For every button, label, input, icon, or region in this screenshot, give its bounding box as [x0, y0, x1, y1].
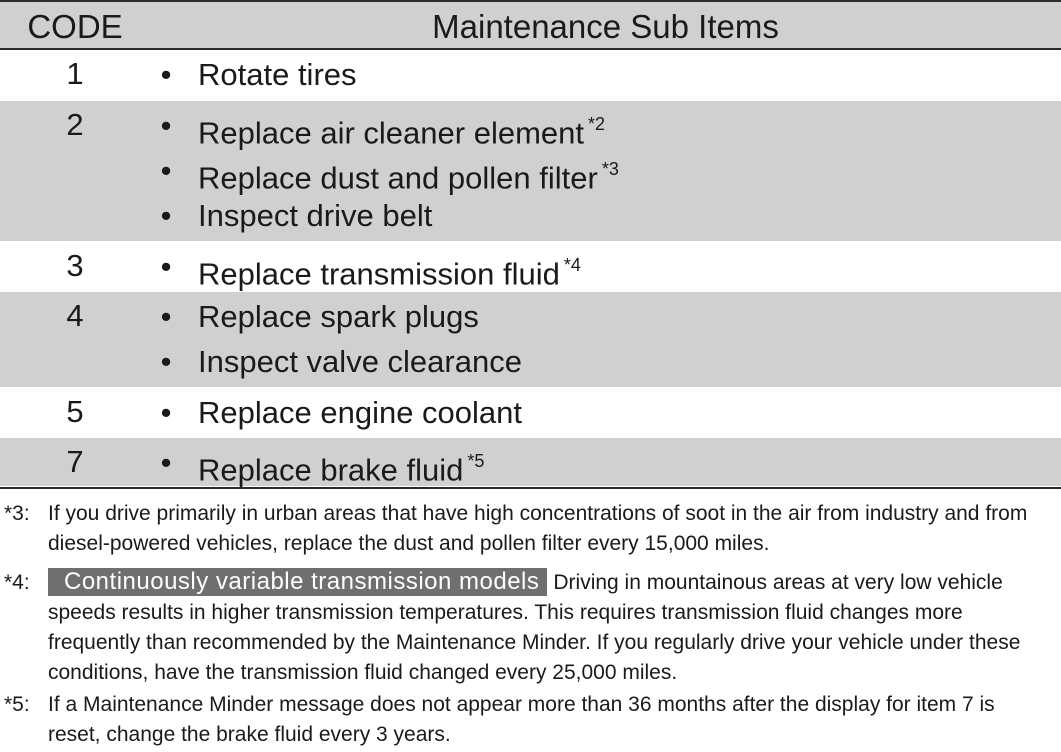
table-row: [0, 101, 1061, 242]
row-code: 7: [66, 444, 84, 479]
model-tag: Continuously variable transmission models: [48, 568, 547, 596]
list-item: [156, 444, 1061, 489]
item-text: Replace spark plugs: [198, 299, 479, 334]
bullet-icon: •: [160, 153, 172, 188]
footnote-4: [0, 568, 1061, 688]
item-text: Inspect valve clearance: [198, 344, 522, 379]
footnote-text: If you drive primarily in urban areas that have high concentrations of soot in the air from industry and from diesel-powered vehicles, replace the dust and pollen filter every 15,000 miles.: [48, 502, 1028, 555]
list-item: [156, 298, 1061, 343]
table-row: [0, 292, 1061, 388]
footnote-text: If a Maintenance Minder message does not appear more than 36 months after the display for item 7 is reset, change the brake fluid every 3 years.: [48, 693, 995, 746]
header-code: CODE: [27, 8, 123, 45]
list-item: [156, 56, 1061, 101]
bullet-icon: •: [160, 344, 172, 379]
bullet-icon: •: [160, 57, 172, 92]
footnote-ref: *4: [563, 255, 581, 275]
list-item: [156, 107, 1061, 152]
row-code: 5: [66, 394, 84, 429]
bullet-icon: •: [160, 249, 172, 284]
item-text: Replace engine coolant: [198, 395, 523, 430]
footnote-text: Driving in mountainous areas at very low vehicle speeds results in higher transmission temperatures. This requires transmission fluid changes more frequently than recommended by the Maintenance Minder. If you regularly drive your vehicle under these conditions, have the transmission fluid changed every 25,000 miles.: [48, 571, 1021, 684]
table-header: [0, 0, 1061, 50]
table-bottom-rule: [0, 487, 1061, 489]
row-code: 2: [66, 107, 84, 142]
footnote-mark: *3:: [4, 502, 30, 525]
table-row: [0, 438, 1061, 487]
item-text: Replace dust and pollen filter: [198, 160, 598, 196]
footnote-ref: *2: [588, 114, 606, 134]
row-code: 1: [66, 56, 84, 91]
item-text: Replace transmission fluid: [198, 256, 560, 292]
bullet-icon: •: [160, 445, 172, 480]
footnote-mark: *5:: [4, 693, 30, 716]
bullet-icon: •: [160, 108, 172, 143]
footnote-mark: *4:: [4, 571, 30, 594]
bullet-icon: •: [160, 395, 172, 430]
footnote-ref: *3: [601, 159, 619, 179]
list-item: [156, 394, 1061, 439]
table-row: [0, 242, 1061, 292]
table-row: [0, 50, 1061, 101]
list-item: [156, 152, 1061, 197]
row-code: 4: [66, 298, 84, 333]
bullet-icon: •: [160, 198, 172, 233]
item-text: Replace air cleaner element: [198, 115, 584, 151]
bullet-icon: •: [160, 299, 172, 334]
row-code: 3: [66, 248, 84, 283]
footnote-5: [0, 690, 1061, 752]
header-items: Maintenance Sub Items: [432, 8, 779, 45]
footnote-3: [0, 499, 1061, 561]
table-row: [0, 388, 1061, 438]
footnote-ref: *5: [467, 451, 485, 471]
item-text: Rotate tires: [198, 57, 357, 92]
item-text: Replace brake fluid: [198, 452, 464, 488]
list-item: [156, 248, 1061, 293]
list-item: [156, 343, 1061, 388]
item-text: Inspect drive belt: [198, 198, 433, 233]
list-item: [156, 197, 1061, 242]
